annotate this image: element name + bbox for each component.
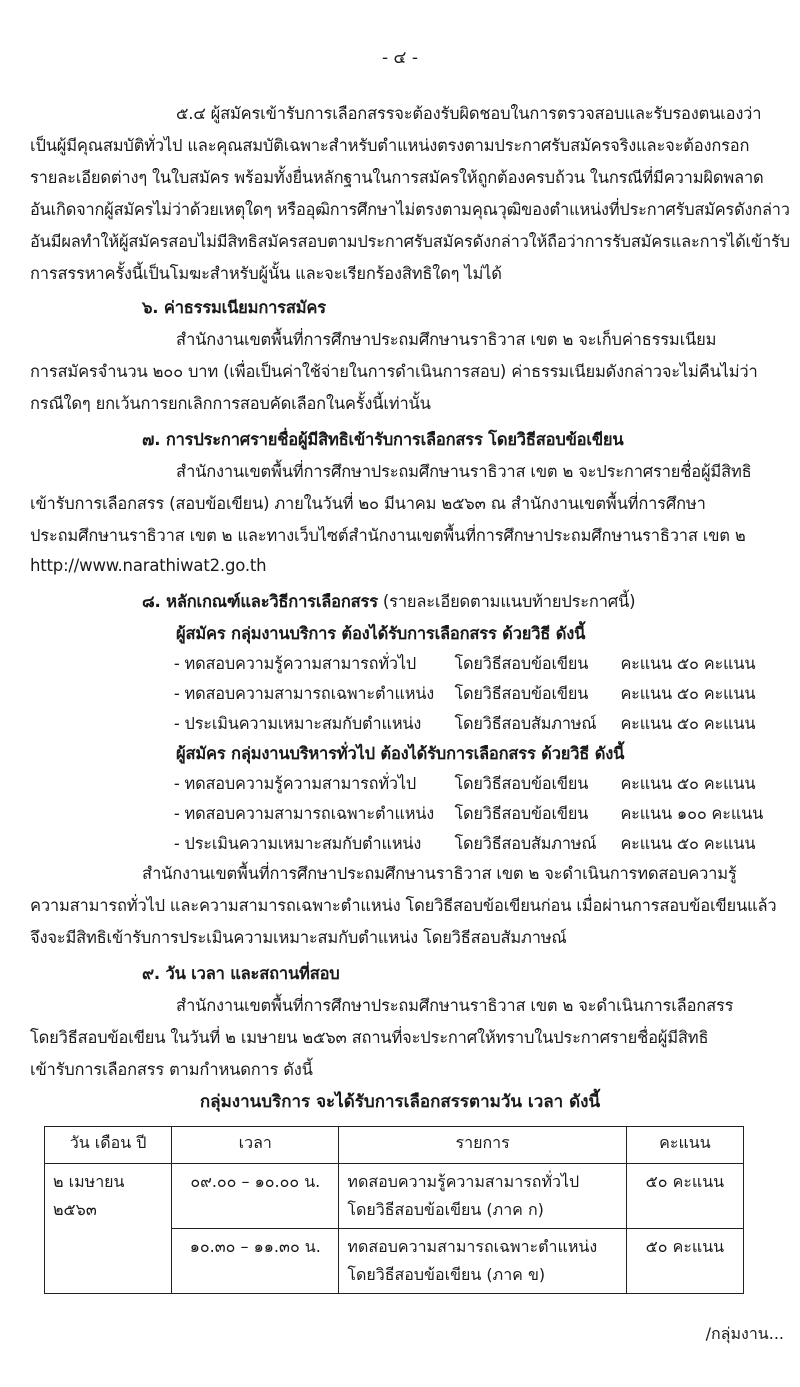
schedule-header-item: รายการ — [339, 1127, 626, 1164]
section-6-line-3: กรณีใดๆ ยกเว้นการยกเลิกการสอบคัดเลือกในครั้งนี้เท่านั้น — [30, 394, 431, 413]
section-8-closing-line-2: ความสามารถทั่วไป และความสามารถเฉพาะตำแหน่ง โดยวิธีสอบข้อเขียนก่อน เมื่อผ่านการสอบข้อเขียนแล้ว — [30, 896, 777, 915]
schedule-item-line-1: ทดสอบความสามารถเฉพาะตำแหน่ง — [347, 1237, 598, 1256]
schedule-score-cell: ๕๐ คะแนน — [626, 1229, 743, 1294]
section-5-4-line-5: อันมีผลทำให้ผู้สมัครสอบไม่มีสิทธิสมัครสอบตามประกาศรับสมัครดังกล่าวให้ถือว่าการรับสมัครและการได้เข้ารับ — [30, 232, 790, 251]
section-9-line-3: เข้ารับการเลือกสรร ตามกำหนดการ ดังนี้ — [30, 1060, 313, 1079]
section-8-closing-line-1: สำนักงานเขตพื้นที่การศึกษาประถมศึกษานราธิวาส เขต ๒ จะดำเนินการทดสอบความรู้ — [142, 864, 737, 883]
section-9-line-1: สำนักงานเขตพื้นที่การศึกษาประถมศึกษานราธิวาส เขต ๒ จะดำเนินการเลือกสรร — [176, 996, 734, 1015]
group2-item-1-method: โดยวิธีสอบข้อเขียน — [454, 774, 589, 793]
section-5-4-line-1: ๕.๔ ผู้สมัครเข้ารับการเลือกสรรจะต้องรับผิดชอบในการตรวจสอบและรับรองตนเองว่า — [176, 104, 762, 123]
schedule-item-line-2: โดยวิธีสอบข้อเขียน (ภาค ข) — [347, 1265, 546, 1284]
section-7-url: http://www.narathiwat2.go.th — [30, 556, 267, 575]
group2-item-2-score: คะแนน ๑๐๐ คะแนน — [620, 804, 764, 823]
section-5-4-line-3: รายละเอียดต่างๆ ในใบสมัคร พร้อมทั้งยื่นหลักฐานในการสมัครให้ถูกต้องครบถ้วน ในกรณีที่มีความผิดพลาด — [30, 168, 764, 187]
section-7-line-1: สำนักงานเขตพื้นที่การศึกษาประถมศึกษานราธิวาส เขต ๒ จะประกาศรายชื่อผู้มีสิทธิ — [176, 462, 752, 481]
section-7-line-2: เข้ารับการเลือกสรร (สอบข้อเขียน) ภายในวันที่ ๒๐ มีนาคม ๒๕๖๓ ณ สำนักงานเขตพื้นที่การศึกษา — [30, 494, 706, 513]
group1-item-3-score: คะแนน ๕๐ คะแนน — [620, 714, 756, 733]
group1-title: ผู้สมัคร กลุ่มงานบริการ ต้องได้รับการเลือกสรร ด้วยวิธี ดังนี้ — [176, 624, 586, 643]
continuation-marker: /กลุ่มงาน... — [705, 1324, 784, 1343]
schedule-table — [44, 1126, 744, 1294]
group1-item-1-method: โดยวิธีสอบข้อเขียน — [454, 654, 589, 673]
schedule-time-cell: ๑๐.๓๐ – ๑๑.๓๐ น. — [172, 1229, 339, 1294]
schedule-item-cell — [339, 1229, 626, 1294]
group1-item-3-label: - ประเมินความเหมาะสมกับตำแหน่ง — [173, 714, 422, 733]
group2-item-2-method: โดยวิธีสอบข้อเขียน — [454, 804, 589, 823]
schedule-time-cell: ๐๙.๐๐ – ๑๐.๐๐ น. — [172, 1164, 339, 1229]
group2-item-3-method: โดยวิธีสอบสัมภาษณ์ — [454, 834, 597, 853]
page-number: - ๔ - — [382, 48, 418, 68]
group2-item-3-score: คะแนน ๕๐ คะแนน — [620, 834, 756, 853]
group1-item-1-label: - ทดสอบความรู้ความสามารถทั่วไป — [173, 654, 416, 673]
group2-item-1-score: คะแนน ๕๐ คะแนน — [620, 774, 756, 793]
group1-item-2-label: - ทดสอบความสามารถเฉพาะตำแหน่ง — [173, 684, 435, 703]
table-row — [45, 1164, 744, 1229]
group2-item-1-label: - ทดสอบความรู้ความสามารถทั่วไป — [173, 774, 416, 793]
section-8-heading-title: ๘. หลักเกณฑ์และวิธีการเลือกสรร — [142, 592, 378, 611]
schedule-item-line-2: โดยวิธีสอบข้อเขียน (ภาค ก) — [347, 1200, 544, 1219]
group2-title: ผู้สมัคร กลุ่มงานบริหารทั่วไป ต้องได้รับการเลือกสรร ด้วยวิธี ดังนี้ — [176, 744, 625, 763]
section-6-line-1: สำนักงานเขตพื้นที่การศึกษาประถมศึกษานราธิวาส เขต ๒ จะเก็บค่าธรรมเนียม — [176, 330, 717, 349]
schedule-item-line-1: ทดสอบความรู้ความสามารถทั่วไป — [347, 1172, 580, 1191]
group1-item-2-score: คะแนน ๕๐ คะแนน — [620, 684, 756, 703]
section-7-line-3: ประถมศึกษานราธิวาส เขต ๒ และทางเว็บไซต์สำนักงานเขตพื้นที่การศึกษาประถมศึกษานราธิวาส เขต ๒ — [30, 526, 746, 545]
schedule-header-date: วัน เดือน ปี — [45, 1127, 172, 1164]
group2-item-2-label: - ทดสอบความสามารถเฉพาะตำแหน่ง — [173, 804, 435, 823]
schedule-header-time: เวลา — [172, 1127, 339, 1164]
schedule-date-cell: ๒ เมษายน ๒๕๖๓ — [45, 1164, 172, 1294]
section-8-heading — [142, 588, 635, 616]
schedule-score-cell: ๕๐ คะแนน — [626, 1164, 743, 1229]
group1-item-2-method: โดยวิธีสอบข้อเขียน — [454, 684, 589, 703]
section-9-heading: ๙. วัน เวลา และสถานที่สอบ — [142, 964, 340, 983]
group1-item-1-score: คะแนน ๕๐ คะแนน — [620, 654, 756, 673]
group1-item-3-method: โดยวิธีสอบสัมภาษณ์ — [454, 714, 597, 733]
section-8-closing-line-3: จึงจะมีสิทธิเข้ารับการประเมินความเหมาะสมกับตำแหน่ง โดยวิธีสอบสัมภาษณ์ — [30, 928, 567, 947]
schedule-item-cell — [339, 1164, 626, 1229]
section-8-heading-note: (รายละเอียดตามแนบท้ายประกาศนี้) — [377, 592, 636, 611]
schedule-title: กลุ่มงานบริการ จะได้รับการเลือกสรรตามวัน เวลา ดังนี้ — [199, 1092, 601, 1112]
section-5-4-line-6: การสรรหาครั้งนี้เป็นโมฆะสำหรับผู้นั้น และจะเรียกร้องสิทธิใดๆ ไม่ได้ — [30, 264, 502, 283]
section-6-heading: ๖. ค่าธรรมเนียมการสมัคร — [142, 298, 326, 317]
section-7-heading: ๗. การประกาศรายชื่อผู้มีสิทธิเข้ารับการเลือกสรร โดยวิธีสอบข้อเขียน — [142, 430, 624, 449]
schedule-header-row — [45, 1127, 744, 1164]
schedule-header-score: คะแนน — [626, 1127, 743, 1164]
group2-item-3-label: - ประเมินความเหมาะสมกับตำแหน่ง — [173, 834, 422, 853]
section-5-4-line-4: อันเกิดจากผู้สมัครไม่ว่าด้วยเหตุใดๆ หรืออุฒิการศึกษาไม่ตรงตามคุณวุฒิของตำแหน่งที่ประกาศรับสมัครดังกล่าว — [30, 200, 790, 219]
section-6-line-2: การสมัครจำนวน ๒๐๐ บาท (เพื่อเป็นค่าใช้จ่ายในการดำเนินการสอบ) ค่าธรรมเนียมดังกล่าวจะไม่คืนไม่ว่า — [30, 362, 758, 381]
section-9-line-2: โดยวิธีสอบข้อเขียน ในวันที่ ๒ เมษายน ๒๕๖๓ สถานที่จะประกาศให้ทราบในประกาศรายชื่อผู้มีสิทธิ — [30, 1028, 709, 1047]
section-5-4-line-2: เป็นผู้มีคุณสมบัติทั่วไป และคุณสมบัติเฉพาะสำหรับตำแหน่งตรงตามประกาศรับสมัครจริงและจะต้องกรอก — [30, 136, 750, 155]
